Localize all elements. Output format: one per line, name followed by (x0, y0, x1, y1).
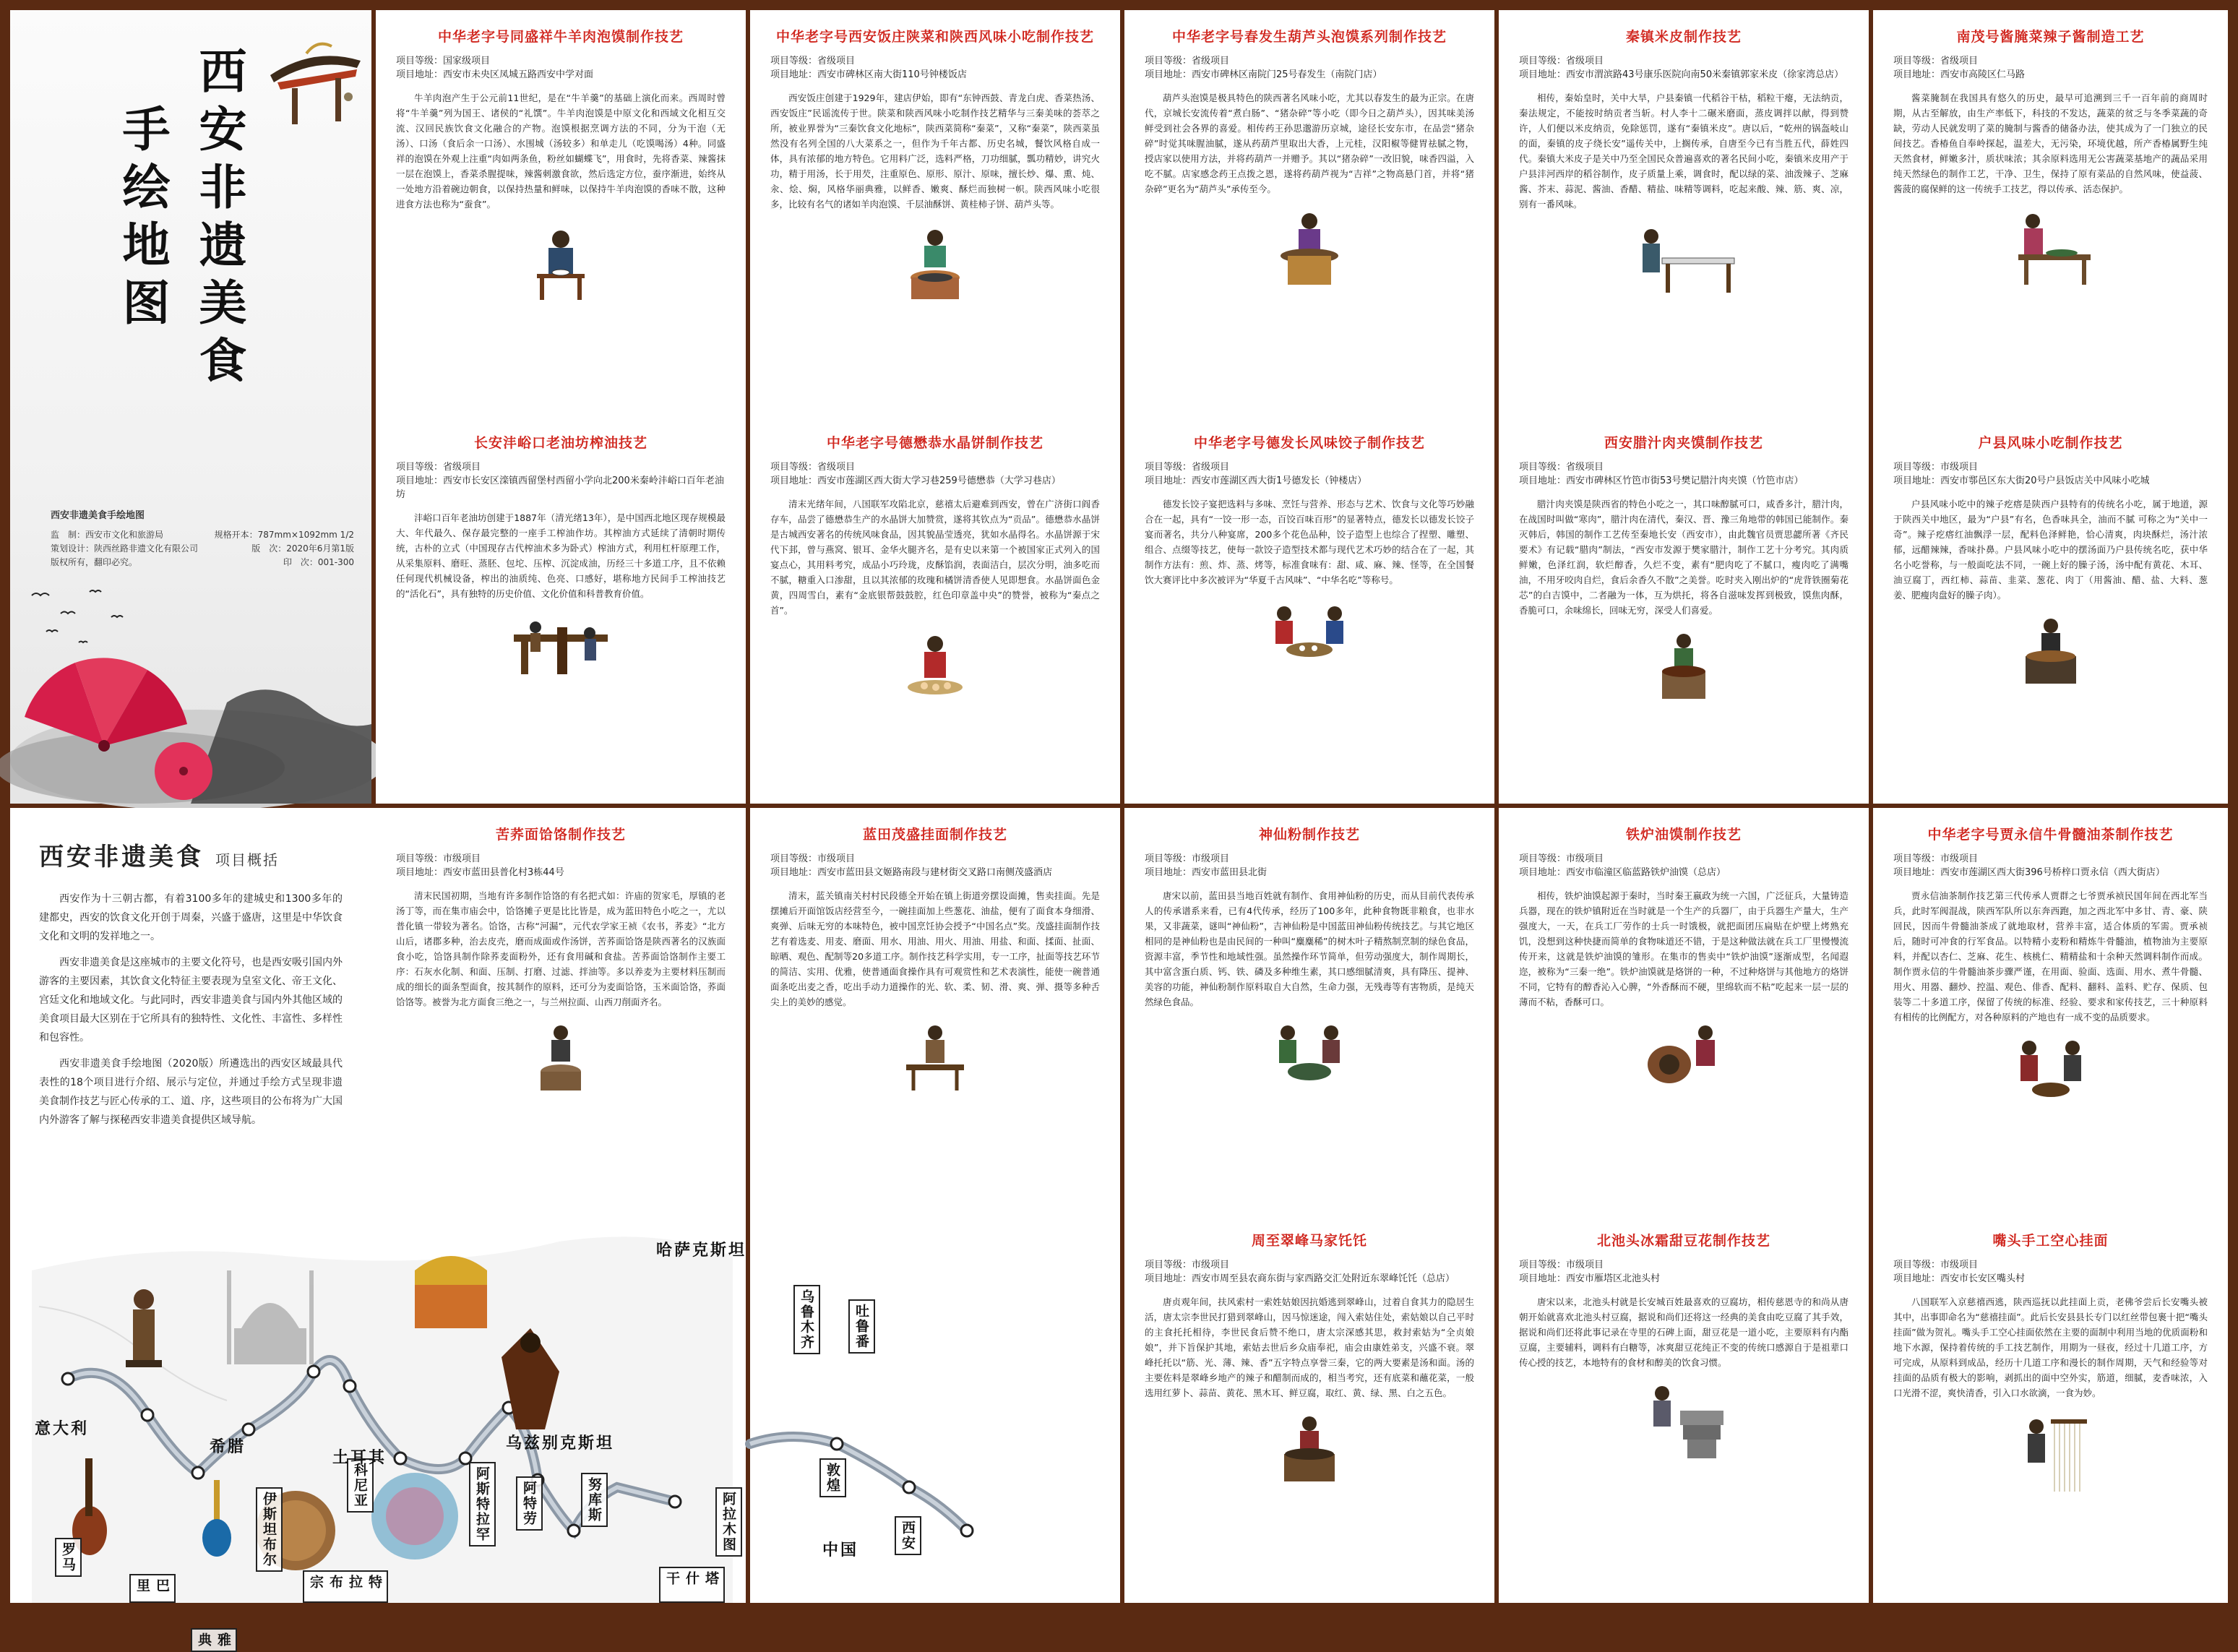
card-c7 (1499, 26, 1869, 416)
cover-title-col2: 手绘地图 (114, 104, 171, 335)
card-meta (1145, 852, 1474, 879)
cover-info-right: 规格开本：787mm×1092mm 1/2 (214, 530, 354, 540)
card-text: 牛羊肉泡产生于公元前11世纪，是在“牛羊羹”的基础上演化而来。西周时曾将“牛羊羹”列为国王、诸侯的“礼馔”。牛羊肉泡馍是中原文化和西域文化相互交流、汉回民族饮食文化融合的产物。泡馍根据烹调方法的不同，分为干泡（无汤）、口汤（食后余一口汤）、水围城（汤较多）和单走儿（吃馍喝汤）4种。同盛祥的泡馍在外观上注重“肉如两条鱼，粉丝如蝴蝶飞”，用食时，先将香菜、辣酱抹一层在泡馍上，香菜杀腥提味，辣酱刺激食欲，然后选定方位，蚕序渐进，始终从一处地方沿着碗边朝食，以保持热量和鲜味，以保持牛羊肉泡馍的香味不散，这种进食方法也称为“蚕食”。 (396, 93, 726, 210)
card-meta (770, 460, 1100, 488)
hele-press-illustration (521, 1021, 601, 1093)
card-meta (1893, 1258, 2208, 1286)
city-label: 阿特劳 (516, 1476, 543, 1531)
overview-paragraph: 西安作为十三朝古都，有着3100多年的建城史和1300多年的建都史，西安的饮食文化开创于周秦，兴盛于盛唐，这里是中华饮食文化和文明的发祥地之一。 (39, 893, 343, 942)
card-title: 秦镇米皮制作技艺 (1625, 29, 1742, 45)
city-label: 阿拉木图 (715, 1487, 742, 1557)
cover-info-row (51, 542, 354, 556)
card-text: 腊汁肉夹馍是陕西省的特色小吃之一，其口味醇腻可口，咸香多汁，腊汁肉，在战国时叫做“寒肉”，腊汁肉在清代，秦汉、晋、豫三角地带的韩国已能制作。秦灭韩后，韩国的制作工艺传至秦地长安（西安市），由此魏官员贾思勰所著《齐民要术》有记载“腊肉”制法，“西安市发源于樊家腊汁，制作工艺十分考究。其肉质鲜嫩，色泽红润，软烂醇香，久烂不变，素有“肥肉吃了不腻口，瘦肉吃了满嘴油，不用牙咬肉自烂，食后余香久不散”之美誉。吃时夹入刚出炉的“虎背铁圈菊花芯”的白吉馍中，二者融为一体，互为烘托，将各自滋味发挥到极致，馍焦肉酥，香脆可口，余味绵长，回味无穷，深受人们喜爱。 (1519, 499, 1848, 616)
overview-paragraph: 西安非遗美食是这座城市的主要文化符号，也是西安吸引国内外游客的主要因素，其饮食文化特征主要表现为皇室文化、帝王文化、宫廷文化和地域文化。与此同时，西安非遗美食与国内外其他区域的美食项目最大区别在于它所具有的独特性、文化性、丰富性、多样性和包容性。 (39, 957, 343, 1044)
card-meta (396, 54, 726, 82)
card-text: 唐宋以前，蓝田县当地百姓就有制作、食用神仙粉的历史，而从目前代表传承人的传承谱系来看，已有4代传承，经历了100多年，此种食物既非粮食，也非水果，又非蔬菜，谜叫“神仙粉”，吉神仙粉是中国蓝田神仙粉传统技艺。与其它地区相同的是神仙粉也是由民间的一种叫“麋麋稀”的树木叶子精熬制烹制的绿色食品，资源丰富，季节性和地域性强。虽然操作环节简单，但劳动强度大，制作周期长，其中富含蛋白质、钙、铁、磷及多种维生素，其口感细腻清爽，具有降压、提神、美容的功能，神仙粉制作原料取自大自然，生命力强，无残毒等有害物质，是纯天然绿色食品。 (1145, 890, 1474, 1007)
project-address: 项目地址：西安市莲湖区西大街396号桥梓口贾永信（西大街店） (1893, 867, 2165, 878)
card-text: 贾永信油茶制作技艺第三代传承人贾群之七爷贾承祯民国年间在西北军当兵，此时军阀混战，陕西军队所以东奔西跑，加之西北军中多甘、青、豪、陕回民，因而牛骨髓油茶成了就地取材，营养丰富，适合体质的军需。贾承祯后，随时可冲食的行军食品。以特精小麦粉和精炼牛骨髓油，植物油为主要原料，并配以杏仁、芝麻、花生、核桃仁、精精盐和十余种天然调料制作而成。制作贾永信的牛骨髓油茶步骤严谨，在用面、验面、选面、用水、煮牛骨髓、用火、用器、翻炒、控温、观色、俳香、配料、翻料、盖料、贮存、保质、包装等二十多道工序，保留了传统的标准、经验、要求和家传技艺，三十种原料有相传的比例配方，对各种原料的产地也有一成不变的品质要求。 (1893, 890, 2208, 1023)
card-c15 (1499, 824, 1869, 1214)
project-level: 项目等级：市级项目 (1893, 1260, 1979, 1270)
pickle-maker-illustration (2004, 208, 2098, 288)
card-c5 (1124, 26, 1494, 416)
card-meta (1145, 54, 1474, 82)
project-level: 项目等级：省级项目 (770, 56, 856, 66)
project-address: 项目地址：西安市碑林区南大街110号钟楼饭店 (770, 69, 967, 80)
card-text: 德发长饺子宴把选料与多味、烹饪与营养、形态与艺术、饮食与文化等巧妙融合在一起，具有“一饺一形一态，百饺百味百形”的显著特点，德发长以德发长饺子宴而著名，共分八种宴席，200多个花色品种，饺子造型上也综合了捏塑、雕塑、组合、点缀等技艺，使每一款饺子造型技术都与现代艺术巧妙的结合在了一起，其制作方法有：煎、炸、蒸、烤等，标准食味有：甜、咸、麻、辣、怪等，在全国餐饮大赛评比中多次被评为“华夏千古风味”、“中华名吃”等称号。 (1145, 499, 1474, 585)
card-c3 (750, 26, 1120, 416)
project-address: 项目地址：西安市莲湖区西大街1号德发长（钟楼店） (1145, 476, 1367, 486)
project-level: 项目等级：市级项目 (1893, 853, 1979, 864)
project-level: 项目等级：市级项目 (1893, 462, 1979, 473)
card-c17 (1873, 824, 2228, 1214)
project-level: 项目等级：市级项目 (1145, 853, 1230, 864)
rice-skin-maker-illustration (1630, 223, 1738, 296)
card-text: 葫芦头泡馍是极具特色的陕西著名风味小吃，尤其以春发生的最为正宗。在唐代，京城长安流传着“煮白肠”、“猪杂碎”等小吃（即今日之葫芦头），因其味美汤鲜受到社会各界的喜爱。相传药王孙思邈游历京城，途径长安东市，在品尝“猪杂碎”时觉其味腥油腻，遂从药葫芦里取出大香，上元桂，汉阳椒等健胃祛腻之物，授店家以使用方法，并将药葫芦一并赠予。其以“猪杂碎”一改旧貌，味香四溢，入吃不腻。店家感念药王点拨之恩，遂将药葫芦视为“吉祥”之物高悬门首，并将“猪杂碎”更名为“葫芦头”承传至今。 (1145, 93, 1474, 194)
card-meta (396, 460, 726, 502)
card-text: 清末民国初期，当地有许多制作饸饹的有名把式如：许庙的贺家毛，厚镇的老汤丁等，而在集市庙会中，饸饹摊子更是比比皆是，成为蓝田特色小吃之一，尤以普化镇一带较为著名。饸饹，古称“河漏”，元代农学家王祯《农书，荞麦》“北方山后，诸郡多种，治去皮壳，磨而成面或作汤饼，苦荞面饸饹是陕西著名的汉族面食小吃，饸饹具制作除荞麦面粉外，还有食用碱和食盐。苦荞面饸饹制作主要工序：石灰水化制、和面、压制、打磨、过滤、拌油等。多以养麦为主要材料压制而成的细长的面条型面食，按其制作的原料，还可分为麦面饸饹，玉米面饸饹，荞面饸饹等。被誉为北方面食三绝之一，与兰州拉面、山西刀削面齐名。 (396, 890, 726, 1007)
region-label: 意大利 (35, 1419, 90, 1438)
iron-oven-illustration (1637, 1021, 1731, 1093)
city-label: 罗马 (55, 1538, 82, 1577)
cover-info-title: 西安非遗美食手绘地图 (51, 510, 145, 521)
cook-illustration (521, 223, 601, 303)
project-address: 项目地址：西安市碑林区竹笆市街53号樊记腊汁肉夹馍（竹笆市店） (1519, 476, 1804, 486)
card-meta (770, 852, 1100, 879)
project-address: 项目地址：西安市鄠邑区东大街20号户县饭店关中风味小吃城 (1893, 476, 2150, 486)
card-c4 (750, 432, 1120, 822)
card-column (1873, 10, 2228, 804)
card-meta (1519, 54, 1848, 82)
tuotuo-cook-illustration (1262, 1412, 1356, 1484)
oil-tea-makers-illustration (2004, 1036, 2098, 1109)
card-meta (1145, 460, 1474, 488)
card-text: 唐宋以来，北池头村就是长安城百姓最喜欢的豆腐坊，相传慈恩寺的和尚从唐朝开始就喜欢北池头村豆腐，据说和尚们还将这一经典的美食由吃豆腐了其手效，据说和尚们还将此事记录在寺里的石碑上面，甜豆花是一道小吃，主要原料有内酯豆腐，主要辅料，调料有白糖等，冰爽甜豆花纯正不变的传统口感源自于是祖辈口传心授的技艺，本地特有的食材和醇美的饮食习惯。 (1519, 1296, 1848, 1368)
project-level: 项目等级：市级项目 (770, 853, 856, 864)
card-column (376, 808, 746, 1213)
oil-press-illustration (507, 613, 615, 678)
card-text: 户县风味小吃中的辣子疙瘩是陕西户县特有的传统名小吃，属于地道，源于陕西关中地区，最为“户县”有名，色香味具全，油而不腻 可称之为“关中一奇”。辣子疙瘩红油飘浮一层，配料色泽鲜艳，恰心清爽，肉块酥烂，汤汁浓郁，远醋辣辣，香味扑鼻。户县风味小吃中的摆汤面乃户县传统名吃，获中华名小吃誉称，与一般面吃法不同，一碗上好的臊子汤，汤中配有黄花、木耳、油豆腐丁，西红柿、蒜苗、韭菜、葱花、肉丁（用酱油、醋、盐、大料、葱姜、肥瘦肉盘好的臊子肉）。 (1893, 499, 2208, 601)
project-level: 项目等级：市级项目 (396, 853, 481, 864)
card-title: 户县风味小吃制作技艺 (1978, 435, 2123, 451)
card-text: 相传，铁炉油馍起源于秦时，当时秦王嬴政为统一六国，广泛征兵，大量铸造兵器，现在的铁炉镇附近在当时就是一个生产的兵器厂，由于兵器生产量大，生产强度大，一天，在兵工厂劳作的士兵一时饿极，就把面团压扁贴在炉壁上烤熟充饥，没想到这种快捷而简单的食物味道还不错，于是这种做法就在兵工厂里慢慢流传开来，这就是铁炉油馍的雏形。在集市的售卖中“铁炉油馍”逐渐成型，名闻遐迩，被称为“三秦一绝”。铁炉油馍就是烙饼的一种，不过种烙饼与其他地方的烙饼不同，它特有的醇香沁入心脾，“外香酥而不硬，里绵软而不粘”吃起来一层一层的薄而不粘，香酥可口。 (1519, 890, 1848, 1007)
project-level: 项目等级：省级项目 (770, 462, 856, 473)
card-meta (396, 852, 726, 879)
project-level: 项目等级：省级项目 (1145, 56, 1230, 66)
city-label: 塔什干 (659, 1567, 725, 1603)
card-title: 西安腊汁肉夹馍制作技艺 (1604, 435, 1763, 451)
city-label: 特拉布宗 (303, 1570, 388, 1603)
card-text: 酱菜腌制在我国具有悠久的历史，最早可追溯到三千一百年前的商周时期，从古至解放，由生产率低下，科技的不发达，蔬菜的贫乏与冬季菜蔬的奇缺，劳动人民就发明了菜的腌制与酱香的储备办法，使其成为了一门独立的民间技艺。香椿鱼自奉岭探起，温差大，无污染，环境优越，所产香椿属野生纯天然食材，鲜嫩多汁，质状味浓；其余原料选用无公害蔬菜基地产的蔬品采用纯天然绿色的制作工艺，干净、卫生，保持了原有菜品的自然风味，使益菠、酱菠的腐保鲜的这一传统手工技艺，得以传承、活态保护。 (1893, 93, 2208, 194)
snack-cook-illustration (2004, 614, 2098, 687)
card-column (1873, 808, 2228, 1603)
card-title: 中华老字号德懋恭水晶饼制作技艺 (826, 435, 1043, 451)
project-level: 项目等级：省级项目 (1519, 462, 1604, 473)
card-column (750, 10, 1120, 804)
pavilion-roof-illustration (263, 32, 364, 126)
card-title: 中华老字号德发长风味饺子制作技艺 (1193, 435, 1425, 451)
card-title: 南茂号酱腌菜辣子酱制造工艺 (1956, 29, 2145, 45)
city-label: 阿斯特拉罕 (469, 1462, 496, 1546)
overview-paragraph: 西安非遗美食手绘地图（2020版）所遴选出的西安区域最具代表性的18个项目进行介绍、展示与定位，并通过手绘方式呈现非遗美食制作技艺与匠心传承的工、道、序，这些项目的公布将为广大国内外游客了解与探秘西安非遗美食提供区域导航。 (39, 1058, 343, 1126)
region-label: 希腊 (210, 1437, 246, 1456)
city-label: 吐鲁番 (848, 1299, 875, 1354)
cover-info-right: 印 次：001-300 (283, 557, 354, 567)
city-label: 伊斯坦布尔 (256, 1487, 283, 1572)
project-level: 项目等级：市级项目 (1519, 853, 1604, 864)
yurt-icon (415, 1256, 487, 1328)
noodle-maker-illustration (892, 1021, 978, 1093)
city-label: 乌鲁木齐 (793, 1285, 820, 1354)
project-address: 项目地址：西安市未央区凤城五路西安中学对面 (396, 69, 594, 80)
card-title: 中华老字号同盛祥牛羊肉泡馍制作技艺 (437, 29, 684, 45)
card-title: 周至翠峰马家饦饦 (1251, 1233, 1367, 1249)
card-c16 (1499, 1230, 1869, 1620)
fan-landscape-illustration (10, 616, 371, 804)
project-address: 项目地址：西安市雁塔区北池头村 (1519, 1273, 1661, 1284)
region-label: 中国 (822, 1541, 859, 1559)
dunhuang-mural-icon (371, 1473, 458, 1559)
cover-info-row (51, 556, 354, 569)
card-c1 (376, 26, 746, 416)
cover-info-left: 监 制：西安市文化和旅游局 (51, 530, 164, 540)
card-column (1124, 10, 1494, 804)
project-address: 项目地址：西安市蓝田县普化村3栋44号 (396, 867, 564, 878)
cover-info-left: 策划设计：陕西丝路非遗文化有限公司 (51, 543, 199, 554)
card-c8 (1499, 432, 1869, 822)
project-address: 项目地址：西安市蓝田县文姬路南段与建材街交叉路口南侧茂盛酒店 (770, 867, 1053, 878)
card-text: 沣峪口百年老油坊创建于1887年（清光绪13年），是中国西北地区现存规模最大、年代最久、保存最完整的一座手工榨油作坊。其榨油方式延续了清朝时期传统，古朴的立式（中国现存古代榨油术多为卧式）榨油方式，利用杠杆原理工作，从采集原料、磨旺、蒸胚、包坨、压榨、沉淀成油，历经三十多道工序，且不依赖任何现代机械设备，榨出的油质纯、色亮、口感好，堪称地方民间手工榨油技艺的“活化石”，具有独特的历史价值、文化价值和科普教育价值。 (396, 512, 726, 599)
cover-info-left: 版权所有，翻印必究。 (51, 557, 138, 567)
cover-info (51, 509, 354, 569)
city-label: 西安 (895, 1516, 921, 1555)
project-address: 项目地址：西安市高陵区仁马路 (1893, 69, 2026, 80)
project-level: 项目等级：国家级项目 (396, 56, 491, 66)
city-label: 敦煌 (819, 1458, 846, 1497)
project-level: 项目等级：省级项目 (396, 462, 481, 473)
pastry-maker-illustration (895, 629, 975, 709)
stove-cook-illustration (895, 223, 975, 303)
cover-panel (10, 10, 371, 804)
project-address: 项目地址：西安市长安区嘴头村 (1893, 1273, 2026, 1284)
card-column (376, 10, 746, 804)
project-address: 项目地址：西安市碑林区南院门25号春发生（南院门店） (1145, 69, 1382, 80)
card-c2 (376, 432, 746, 822)
project-address: 项目地址：西安市长安区滦镇西留堡村西留小学向北200米秦岭沣峪口百年老油坊 (396, 476, 724, 500)
project-address: 项目地址：西安市蓝田县北街 (1145, 867, 1268, 878)
region-label: 乌兹别克斯坦 (506, 1434, 615, 1453)
card-title: 中华老字号西安饭庄陕菜和陕西风味小吃制作技艺 (775, 29, 1094, 45)
card-title: 长安沣峪口老油坊榨油技艺 (473, 435, 647, 451)
card-c12 (750, 824, 1120, 1093)
meat-stew-illustration (1644, 629, 1723, 702)
card-c14 (1124, 1230, 1494, 1620)
card-meta (770, 54, 1100, 82)
jelly-makers-illustration (1262, 1021, 1356, 1093)
cover-info-row (51, 528, 354, 542)
cover-title (114, 46, 247, 393)
card-meta (1893, 54, 2208, 82)
card-title: 嘴头手工空心挂面 (1992, 1233, 2109, 1249)
card-title: 神仙粉制作技艺 (1258, 827, 1360, 843)
card-text: 西安饭庄创建于1929年，建店伊始，即有“东钟西鼓、青龙白虎、香菜热汤、西安饭庄”民谣流传于世。陕菜和陕西风味小吃制作技艺精华与三秦美味的荟萃之所，被业界誉为“三秦饮食文化地标”，陕西菜简称“秦菜”，又称“秦菜”，陕西菜虽然没有名列全国的八大菜系之一，但作为千年古都、历史名城，餐饮风格自成一体，具有浓郁的地方特色。它用料广泛，选料严格，刀功细腻，瓢功精妙，讲究火功，精于用汤，长于用芡，注重原色、原形、原汁、原味，擅长炒、爆、熏、炖、汆、烩、焖，风格华丽典雅，以鲜香、嫩爽、酥烂而独树一帜。陕西风味小吃很多，比较有名气的诸如羊肉泡馍、千层油酥饼、黄桂柿子饼、葫芦头等。 (770, 93, 1100, 210)
project-address: 项目地址：西安市临潼区临蓝路铁炉油馍（总店） (1519, 867, 1726, 878)
overview-title: 西安非遗美食 (39, 843, 204, 872)
card-text: 唐贞观年间，扶风索村一索姓姑娘因抗婚逃到翠峰山，过着自食其力的隐居生活，唐太宗李世民打猎到翠峰山，因马惊迷途，闯入索姑住处，索姑娘以自己平时的主食托托相待，李世民食后赞不绝口，唐太宗深感其思，救封索姑为“全贞娘娘”，并下旨保护其地，索姑去世后乡众庙奉祀，庙会由康姓弟支，兴盛不衰。翠峰托托以“筋、光、薄、辣、香”五字特点享誉三秦，它的两大要素是汤和面。汤的主要佐料是翠峰乡地产的辣子和醋制而成的，相当考究，还有底菜和蘸花菜，一般选用红萝卜、蒜苗、黄花、黑木耳、鲜豆腐，取红、黄、绿、黑、白之五色。 (1145, 1296, 1474, 1398)
project-level: 项目等级：省级项目 (1145, 462, 1230, 473)
project-address: 项目地址：西安市莲湖区西大街大学习巷259号德懋恭（大学习巷店） (770, 476, 1061, 486)
card-c9 (1873, 26, 2228, 416)
city-label: 巴里 (129, 1574, 176, 1603)
card-meta (1145, 1258, 1474, 1286)
card-meta (1519, 460, 1848, 488)
card-title: 中华老字号春发生葫芦头泡馍系列制作技艺 (1171, 29, 1447, 45)
city-label: 雅典 (191, 1628, 237, 1652)
card-title: 中华老字号贾永信牛骨髓油茶制作技艺 (1927, 827, 2174, 843)
card-title: 蓝田茂盛挂面制作技艺 (862, 827, 1007, 843)
overview-subtitle: 项目概括 (215, 851, 279, 869)
card-column (1124, 808, 1494, 1603)
region-label: 哈萨克斯坦 (656, 1241, 747, 1260)
card-meta (1519, 1258, 1848, 1286)
card-column (1499, 10, 1869, 804)
project-level: 项目等级：市级项目 (1145, 1260, 1230, 1270)
card-title: 北池头冰霜甜豆花制作技艺 (1596, 1233, 1770, 1249)
card-c18 (1873, 1230, 2228, 1620)
card-text: 八国联军入京慈禧西逃，陕西巡抚以此挂面上贡，老佛爷尝后长安嘴头被其中，出事即命名为“慈禧挂面”。此后长安县县长专门以红丝带包裹十把“嘴头挂面”做为贺礼。嘴头手工空心挂面依然在主要的面制中利用当地的优质面粉和地下水源，保持着传统的手工技艺制作，用期为一昼夜，经过十几道工序，方可完成，从原料到成品，经历十几道工序和漫长的制作周期，天气和经验等对挂面的品质有极大的影响，剥抓出的面中空外实，筋道，细腻，麦香味浓，入口光滑不涩，爽快清香，引入口水欲滴，一食为妙。 (1893, 1296, 2208, 1398)
project-level: 项目等级：市级项目 (1519, 1260, 1604, 1270)
region-label: 土耳其 (332, 1448, 387, 1467)
wok-cook-illustration (1262, 208, 1356, 288)
hanging-noodle-illustration (2007, 1412, 2094, 1499)
project-address: 项目地址：西安市渭滨路43号康乐医院向南50米秦镇郭家米皮（徐家湾总店） (1519, 69, 1844, 80)
cover-title-col1: 西安非遗美食 (191, 46, 247, 393)
card-c11 (376, 824, 746, 1229)
card-meta (1519, 852, 1848, 879)
city-label: 科尼亚 (347, 1458, 374, 1513)
card-c6 (1124, 432, 1494, 822)
city-label: 努库斯 (581, 1473, 608, 1527)
card-c10 (1873, 432, 2228, 822)
card-text: 清末，蓝关镇南关村村民段德全开始在镇上街道旁摆设面摊，售卖挂面。先是摆摊后开面馆饭店经营至今，一碗挂面加上些葱花、油盐，便有了面食本身细滑、爽弹、后味无穷的本味特色，被中国烹饪协会授予“中国名点”奖。茂盛挂面制作技艺有着选麦、用麦、磨面、用水、用油、用火、用油、用盐、和面、揉面、扯面、晾晒、观色、配制等20多道工序。制作技艺科学实用，专一工序，扯面等技艺环节的简洁、实用、优雅，使普通面食操作具有可观赏性和艺术表演性，能使一碗普通面条吃出麦之香，吃出手动力道操作的光、软、柔、韧、滑、爽、弹、摄等多种舌尖上的美妙的感觉。 (770, 890, 1100, 1007)
project-level: 项目等级：省级项目 (1893, 56, 1979, 66)
card-c13 (1124, 824, 1494, 1214)
card-title: 苦荞面饸饹制作技艺 (495, 827, 626, 843)
map-east-section (750, 1227, 1120, 1603)
project-level: 项目等级：省级项目 (1519, 56, 1604, 66)
card-title: 铁炉油馍制作技艺 (1625, 827, 1742, 843)
card-meta (1893, 852, 2208, 879)
card-text: 相传，秦始皇时，关中大旱，户县秦镇一代稻谷干枯，稻粒干瘪，无法纳贡，秦法规定，不能按时纳贡者当斩。村人李十二碾米磨面，蒸皮调拌以献，得到赞许，人们便以米皮纳贡，免除惩罚，遂有“秦镇米皮”。唐以后，“乾州的锅盔岐山的面，秦镇的皮子绕长安”遥传关中，上搁传承，自唐至今已有当胜五代，薛姓四代。秦镇大米皮子是关中乃至全国民众普遍喜欢的著名民间小吃，秦镇米皮用产于户县沣河西岸的稻谷制作，皮子质量上乘，调食时，配以绿的菜、油泼辣子、芝麻酱、芥末、蒜泥、酱油、香醋、精盐、味精等调料，吃起来酸、辣、筋、爽、凉，别有一番风味。 (1519, 93, 1848, 210)
dumpling-makers-illustration (1262, 599, 1356, 679)
card-meta (1893, 460, 2208, 488)
project-address: 项目地址：西安市周至县农商东街与家西路交汇处附近东翠峰饦饦（总店） (1145, 1273, 1455, 1284)
card-text: 清末光绪年间，八国联军攻陷北京，慈禧太后避难到西安，曾在广济街口阎香存车，品尝了德懋恭生产的水晶饼大加赞赏，遂将其钦点为“贡品”。德懋恭水晶饼是古城西安著名的传统风味食品，因其貌晶莹透亮，犹如水晶得名。水晶饼源于宋代下邽，曾与燕窝、银耳、金华火腿齐名，是有史以来第一个被国家正式列入的国宴点心，其用料考究，成品小巧玲珑，皮酥馅润，表面洁白，层次分明，油多吃而不腻，糖重入口渗甜，且以其浓郁的玫瑰和橘饼清香使人见即想食。水晶饼面色金黄，四周雪白，素有“金底银帮鼓鼓腔，红色印章盖中央”的赞誉，被称为“秦点之首”。 (770, 499, 1100, 616)
cover-info-right: 版 次：2020年6月第1版 (251, 543, 354, 554)
card-column (1499, 808, 1869, 1603)
stone-mill-illustration (1637, 1382, 1731, 1461)
